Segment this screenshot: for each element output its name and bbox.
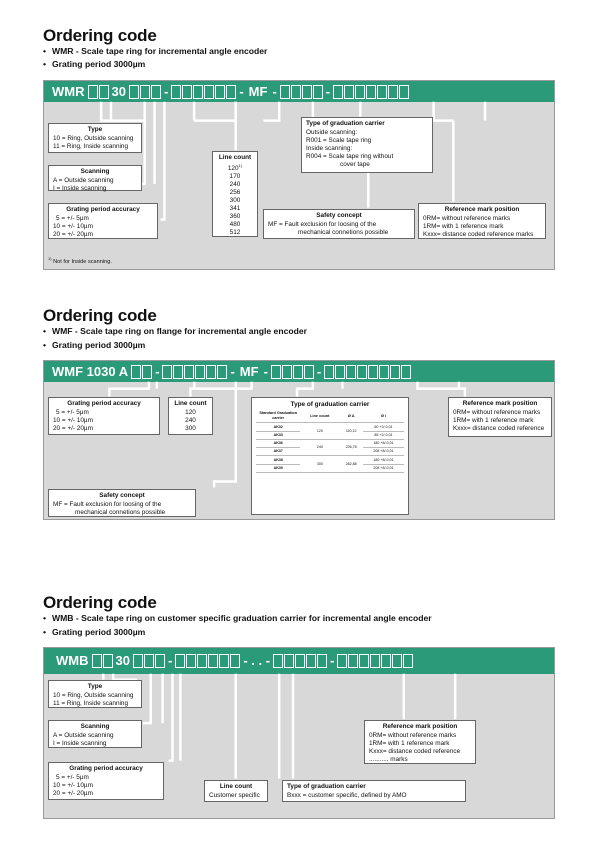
code-slot <box>204 85 214 99</box>
code-slot <box>184 365 194 379</box>
ordering-code <box>50 83 409 100</box>
type-box <box>48 123 142 153</box>
code-prefix: WMR <box>52 84 85 99</box>
code-slot <box>317 654 327 668</box>
carrier-cell: AK38 <box>256 456 300 464</box>
code-slot <box>355 85 365 99</box>
code-slot <box>99 85 109 99</box>
carrier-cell: 226,78 <box>339 439 363 456</box>
code-slot <box>273 654 283 668</box>
code-dash: - <box>230 364 235 379</box>
linecount-value-text: 120 <box>227 165 239 173</box>
scanning-box <box>48 720 142 748</box>
code-slot <box>208 654 218 668</box>
linecount-box <box>212 151 258 237</box>
code-slot <box>282 365 292 379</box>
type-box <box>48 680 142 708</box>
ordering-panel-wmf <box>43 360 555 520</box>
refmark-box <box>418 203 546 239</box>
carrier-line: Bxxx = customer specific, defined by AMO <box>287 792 407 799</box>
code-dash: - <box>239 84 244 99</box>
safety-title: Safety concept <box>99 492 145 499</box>
code-slot <box>333 85 343 99</box>
accuracy-box <box>48 397 160 435</box>
refmark-option: 0RM= without reference marks <box>423 215 511 222</box>
bullet-grating: • Grating period 3000µm <box>43 340 145 350</box>
linecount-value: 240 <box>185 417 196 424</box>
code-fixed: 30 <box>111 84 126 99</box>
carrier-line: R004 = Scale tape ring without <box>306 153 394 160</box>
code-slot <box>171 85 181 99</box>
bullet-product: • WMF - Scale tape ring on flange for incremental angle encoder <box>43 326 307 336</box>
carrier-box <box>301 117 433 173</box>
carrier-cell: AK36 <box>256 439 300 447</box>
code-prefix: WMB <box>56 653 89 668</box>
carrier-row <box>256 456 404 464</box>
carrier-cell: 85 +2/-0,01 <box>363 431 404 439</box>
code-dash: - <box>316 364 322 379</box>
accuracy-option: 5 = +/- 5µm <box>56 409 89 416</box>
code-slot <box>133 654 143 668</box>
refmark-title: Reference mark position <box>462 400 538 407</box>
code-slot <box>337 654 347 668</box>
linecount-title: Line count <box>174 400 207 407</box>
carrier-line: Inside scanning: <box>306 145 353 152</box>
scanning-title: Scanning <box>80 168 110 175</box>
code-slot <box>293 365 303 379</box>
code-slot <box>306 654 316 668</box>
carrier-header: Standard Graduation carrier <box>256 410 300 423</box>
code-slot <box>186 654 196 668</box>
linecount-value: 300 <box>185 425 196 432</box>
code-slot <box>217 365 227 379</box>
section-title: Ordering code <box>43 593 157 612</box>
code-slot <box>155 654 165 668</box>
code-slot <box>335 365 345 379</box>
accuracy-title: Grating period accuracy <box>66 206 140 213</box>
refmark-option: Kxxx= distance coded reference <box>369 748 461 755</box>
code-slot <box>151 85 161 99</box>
safety-box <box>263 209 415 239</box>
code-slot <box>348 654 358 668</box>
footnote-marker: 1) <box>48 256 52 261</box>
type-option: 11 = Ring, Inside scanning <box>53 700 129 707</box>
code-dash: - <box>263 364 268 379</box>
ordering-panel-wmr <box>43 80 555 270</box>
accuracy-option: 20 = +/- 20µm <box>53 425 93 432</box>
carrier-title: Type of graduation carrier <box>290 401 370 408</box>
bullet-grating: • Grating period 3000µm <box>43 627 145 637</box>
accuracy-option: 5 = +/- 5µm <box>56 215 89 222</box>
accuracy-box <box>48 203 158 239</box>
code-slot <box>173 365 183 379</box>
type-option: 11 = Ring, Inside scanning <box>53 143 129 150</box>
refmark-box <box>448 397 552 437</box>
accuracy-option: 5 = +/- 5µm <box>56 774 89 781</box>
linecount-value: 341 <box>229 205 241 213</box>
code-slot <box>140 85 150 99</box>
carrier-line: Outside scanning: <box>306 129 358 136</box>
linecount-box <box>204 780 268 802</box>
accuracy-option: 10 = +/- 10µm <box>53 417 93 424</box>
carrier-box <box>282 780 466 802</box>
carrier-line: R001 = Scale tape ring <box>306 137 372 144</box>
carrier-cell: 208 +8/-0,01 <box>363 464 404 472</box>
code-slot <box>381 654 391 668</box>
refmark-option: 0RM= without reference marks <box>369 732 457 739</box>
refmark-option: Kxxx= distance coded reference <box>453 425 545 432</box>
code-slot <box>219 654 229 668</box>
carrier-cell: AK32 <box>256 423 300 431</box>
scanning-option: I = Inside scanning <box>53 185 107 192</box>
linecount-title: Line count <box>218 154 252 161</box>
safety-line: mechanical connetions possible <box>298 229 389 236</box>
carrier-cell: AK39 <box>256 464 300 472</box>
linecount-value: 120 <box>185 409 196 416</box>
code-slot <box>284 654 294 668</box>
linecount-value <box>217 163 253 173</box>
code-slot <box>226 85 236 99</box>
code-fixed: 30 <box>115 653 130 668</box>
refmark-option: 1RM= with 1 reference mark <box>423 223 504 230</box>
refmark-box <box>364 720 476 764</box>
code-slot <box>129 85 139 99</box>
section-title: Ordering code <box>43 26 157 45</box>
accuracy-title: Grating period accuracy <box>67 400 141 407</box>
code-slot <box>88 85 98 99</box>
code-slot <box>92 654 102 668</box>
carrier-cell: 300 <box>300 456 339 473</box>
footnote-text: Not for Inside scanning. <box>53 258 112 265</box>
code-slot <box>197 654 207 668</box>
carrier-cell: 282,88 <box>339 456 363 473</box>
code-separator: - . . - <box>243 653 271 668</box>
carrier-cell: 60 +2/-0,01 <box>363 423 404 431</box>
carrier-cell: 110,12 <box>339 423 363 440</box>
code-dash: - <box>330 653 335 668</box>
code-slot <box>324 365 334 379</box>
linecount-value: Customer specific <box>209 792 260 799</box>
code-dash: - <box>325 84 331 99</box>
carrier-cell: 120 <box>300 423 339 440</box>
type-title: Type <box>87 126 103 133</box>
footnote <box>48 256 112 265</box>
code-slot <box>295 654 305 668</box>
code-fixed: MF <box>239 364 259 379</box>
code-dash: - <box>272 84 277 99</box>
safety-line: MF = Fault exclusion for loosing of the <box>268 221 377 228</box>
carrier-table <box>256 410 404 473</box>
linecount-value: 240 <box>229 181 241 189</box>
scanning-option: I = Inside scanning <box>53 740 107 747</box>
linecount-value: 170 <box>229 173 241 181</box>
code-slot <box>193 85 203 99</box>
safety-box <box>48 489 196 517</box>
code-slot <box>304 365 314 379</box>
code-slot <box>370 654 380 668</box>
accuracy-option: 20 = +/- 20µm <box>53 231 93 238</box>
scanning-title: Scanning <box>80 723 110 730</box>
carrier-box <box>251 397 409 515</box>
code-slot <box>346 365 356 379</box>
accuracy-option: 10 = +/- 10µm <box>53 782 93 789</box>
linecount-title: Line count <box>219 783 253 790</box>
code-slot <box>162 365 172 379</box>
code-slot <box>206 365 216 379</box>
linecount-box <box>168 397 213 435</box>
carrier-cell: 180 +8/-0,01 <box>363 439 404 447</box>
type-option: 10 = Ring, Outside scanning <box>53 692 134 699</box>
bullet-grating: • Grating period 3000µm <box>43 59 145 69</box>
linecount-value: 512 <box>229 229 241 237</box>
code-slot <box>131 365 141 379</box>
code-slot <box>366 85 376 99</box>
safety-title: Safety concept <box>316 212 362 219</box>
carrier-header: Ø I <box>363 410 404 423</box>
code-slot <box>280 85 290 99</box>
scanning-box <box>48 165 142 191</box>
refmark-option: 1RM= with 1 reference mark <box>453 417 534 424</box>
refmark-option: 0RM= without reference marks <box>453 409 541 416</box>
carrier-cell: 180 +8/-0,01 <box>363 456 404 464</box>
code-slot <box>302 85 312 99</box>
accuracy-box <box>48 762 164 800</box>
carrier-cell: AK37 <box>256 448 300 456</box>
bullet-product: • WMR - Scale tape ring for incremental angle encoder <box>43 46 267 56</box>
carrier-line: cover tape <box>340 161 370 168</box>
code-slot <box>313 85 323 99</box>
accuracy-option: 20 = +/- 20µm <box>53 790 93 797</box>
linecount-value: 360 <box>229 213 241 221</box>
code-slot <box>195 365 205 379</box>
linecount-value: 300 <box>229 197 241 205</box>
code-slot <box>142 365 152 379</box>
code-fixed: MF <box>248 84 268 99</box>
code-slot <box>401 365 411 379</box>
carrier-row <box>256 439 404 447</box>
accuracy-option: 10 = +/- 10µm <box>53 223 93 230</box>
ordering-panel-wmb <box>43 647 555 819</box>
ordering-code <box>54 652 413 669</box>
code-slot <box>344 85 354 99</box>
carrier-title: Type of graduation carrier <box>287 783 366 790</box>
code-dash: - <box>167 653 173 668</box>
code-slot <box>357 365 367 379</box>
safety-line: MF = Fault exclusion for loosing of the <box>53 501 162 508</box>
code-slot <box>271 365 281 379</box>
carrier-cell: 240 <box>300 439 339 456</box>
type-option: 10 = Ring, Outside scanning <box>53 135 134 142</box>
code-slot <box>390 365 400 379</box>
safety-line: mechanical connetions possible <box>75 509 166 516</box>
refmark-option: 1RM= with 1 reference mark <box>369 740 450 747</box>
code-prefix: WMF 1030 A <box>52 364 129 379</box>
code-slot <box>368 365 378 379</box>
refmark-option: ........... marks <box>369 756 408 763</box>
refmark-title: Reference mark position <box>444 206 520 213</box>
code-slot <box>215 85 225 99</box>
code-slot <box>144 654 154 668</box>
carrier-row <box>256 423 404 431</box>
refmark-option: Kxxx= distance coded reference marks <box>423 231 534 238</box>
carrier-title: Type of graduation carrier <box>306 120 385 127</box>
linecount-value: 480 <box>229 221 241 229</box>
bullet-product: • WMB - Scale tape ring on customer specific graduation carrier for incremental angle encoder <box>43 613 432 623</box>
linecount-value: 256 <box>229 189 241 197</box>
code-slot <box>388 85 398 99</box>
carrier-header: Ø A <box>339 410 363 423</box>
code-slot <box>403 654 413 668</box>
code-slot <box>392 654 402 668</box>
scanning-option: A = Outside scanning <box>53 732 114 739</box>
ordering-code <box>50 363 411 380</box>
code-dash: - <box>163 84 169 99</box>
code-slot <box>230 654 240 668</box>
code-slot <box>182 85 192 99</box>
code-slot <box>359 654 369 668</box>
footnote-marker: 1) <box>238 163 243 168</box>
code-slot <box>399 85 409 99</box>
accuracy-title: Grating period accuracy <box>69 765 143 772</box>
code-slot <box>103 654 113 668</box>
code-dash: - <box>155 364 160 379</box>
section-title: Ordering code <box>43 306 157 325</box>
carrier-cell: AK33 <box>256 431 300 439</box>
code-slot <box>379 365 389 379</box>
scanning-option: A = Outside scanning <box>53 177 114 184</box>
carrier-header: Line count <box>300 410 339 423</box>
type-title: Type <box>87 683 103 690</box>
refmark-title: Reference mark position <box>382 723 458 730</box>
code-slot <box>291 85 301 99</box>
carrier-cell: 208 +8/-0,01 <box>363 448 404 456</box>
code-slot <box>377 85 387 99</box>
code-slot <box>175 654 185 668</box>
